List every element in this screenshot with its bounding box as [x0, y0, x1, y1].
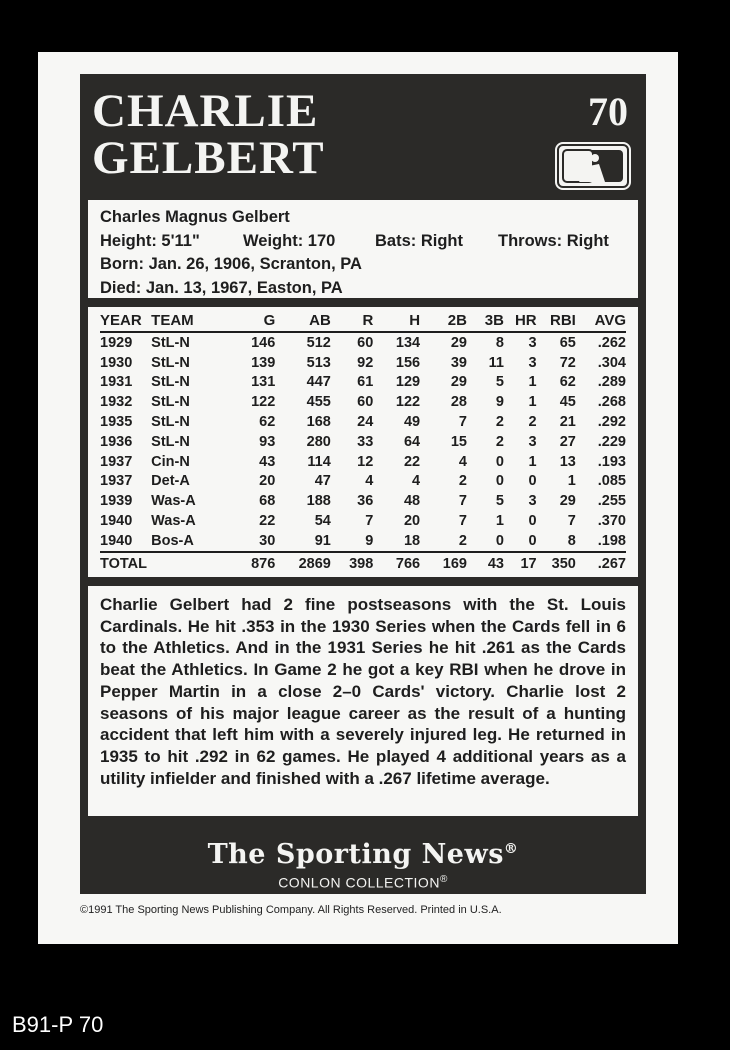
- stats-cell-h: 48: [403, 493, 421, 510]
- stats-cell-h: 156: [395, 354, 421, 371]
- stats-cell-ab: 513: [306, 354, 331, 371]
- stats-total-3b: 43: [467, 552, 504, 575]
- stats-cell-ab: 188: [306, 493, 331, 510]
- stats-cell-avg: .193: [597, 453, 626, 470]
- stats-total-h: 766: [373, 552, 420, 575]
- publisher-brand: [80, 834, 646, 893]
- stats-cell-ab: 447: [306, 374, 331, 391]
- stats-cell-2b: 29: [450, 334, 467, 351]
- stats-total-team: [151, 552, 214, 575]
- stats-cell-year: 1939: [100, 493, 133, 510]
- stats-cell-ab: 168: [306, 414, 331, 431]
- stats-header-h: H: [373, 309, 420, 332]
- stats-row: [100, 452, 626, 472]
- stats-cell-2b: 4: [458, 453, 467, 470]
- stats-cell-avg: .262: [597, 334, 626, 351]
- stats-cell-h: 129: [395, 374, 421, 391]
- stats-cell-g: 139: [251, 354, 276, 371]
- stats-cell-2b: 2: [458, 473, 467, 490]
- born: Born: Jan. 26, 1906, Scranton, PA: [100, 255, 362, 273]
- stats-cell-3b: 5: [495, 493, 504, 510]
- stats-cell-hr: 1: [528, 453, 537, 470]
- baseball-card-back: [38, 52, 678, 944]
- stats-cell-hr: 0: [528, 473, 537, 490]
- stats-total-year: TOTAL: [100, 552, 151, 575]
- stats-cell-team: StL-N: [151, 334, 190, 351]
- stats-cell-g: 20: [259, 473, 276, 490]
- stats-cell-team: StL-N: [151, 354, 190, 371]
- stats-cell-r: 4: [365, 473, 374, 490]
- stats-cell-r: 9: [365, 532, 374, 549]
- mlb-official-licensee-icon: [557, 144, 629, 188]
- stats-cell-r: 12: [357, 453, 374, 470]
- stats-cell-h: 64: [403, 433, 421, 450]
- stats-total-ab: 2869: [275, 552, 331, 575]
- stats-row: [100, 531, 626, 552]
- stats-cell-h: 134: [395, 334, 421, 351]
- stats-cell-year: 1929: [100, 334, 133, 351]
- stats-cell-3b: 5: [495, 374, 504, 391]
- stats-cell-team: Bos-A: [151, 532, 194, 549]
- stats-cell-rbi: 72: [559, 354, 576, 371]
- stats-cell-h: 4: [412, 473, 421, 490]
- stats-row: [100, 332, 626, 353]
- stats-cell-3b: 8: [495, 334, 504, 351]
- stats-cell-year: 1936: [100, 433, 133, 450]
- stats-row: [100, 472, 626, 492]
- stats-cell-r: 60: [357, 334, 374, 351]
- stats-cell-3b: 0: [495, 453, 504, 470]
- stats-cell-r: 36: [357, 493, 374, 510]
- stats-cell-avg: .292: [597, 414, 626, 431]
- stats-cell-ab: 91: [314, 532, 331, 549]
- card-panel: [80, 74, 646, 894]
- stats-cell-rbi: 13: [559, 453, 576, 470]
- stats-total-g: 876: [214, 552, 275, 575]
- stats-cell-team: StL-N: [151, 414, 190, 431]
- stats-cell-h: 18: [403, 532, 421, 549]
- stats-cell-hr: 0: [528, 513, 537, 530]
- stats-header-avg: AVG: [576, 309, 626, 332]
- stats-cell-r: 24: [357, 414, 374, 431]
- stats-cell-hr: 3: [528, 334, 537, 351]
- stats-total-rbi: 350: [537, 552, 576, 575]
- stats-row: [100, 511, 626, 531]
- stats-cell-team: Cin-N: [151, 453, 190, 470]
- bio-box: [88, 200, 638, 298]
- stats-cell-year: 1932: [100, 394, 133, 411]
- height: Height: 5'11": [100, 231, 200, 250]
- stats-cell-ab: 47: [314, 473, 331, 490]
- stats-cell-2b: 7: [458, 414, 467, 431]
- stats-cell-hr: 1: [528, 374, 537, 391]
- stats-cell-team: StL-N: [151, 394, 190, 411]
- stats-cell-h: 49: [403, 414, 421, 431]
- stats-cell-ab: 280: [306, 433, 331, 450]
- stats-cell-avg: .304: [597, 354, 626, 371]
- stats-cell-r: 60: [357, 394, 374, 411]
- stats-cell-rbi: 29: [559, 493, 576, 510]
- stats-row: [100, 412, 626, 432]
- stats-row: [100, 491, 626, 511]
- stats-cell-rbi: 7: [567, 513, 576, 530]
- stats-cell-team: Was-A: [151, 493, 196, 510]
- stats-cell-hr: 2: [528, 414, 537, 431]
- stats-cell-rbi: 21: [559, 414, 576, 431]
- registered-mark: ®: [503, 841, 519, 857]
- stats-cell-3b: 0: [495, 532, 504, 549]
- stats-cell-2b: 15: [450, 433, 467, 450]
- stats-cell-avg: .255: [597, 493, 626, 510]
- stats-total-avg: .267: [576, 552, 626, 575]
- copyright-line: ©1991 The Sporting News Publishing Company. All Rights Reserved. Printed in U.S.A.: [80, 904, 502, 916]
- stats-cell-year: 1937: [100, 453, 133, 470]
- stats-cell-2b: 7: [458, 513, 467, 530]
- stats-cell-team: StL-N: [151, 433, 190, 450]
- stats-cell-g: 43: [259, 453, 276, 470]
- stats-cell-avg: .370: [597, 513, 626, 530]
- weight: Weight: 170: [243, 231, 336, 250]
- stats-cell-ab: 114: [307, 453, 331, 470]
- stats-table: [100, 309, 626, 575]
- stats-cell-2b: 28: [450, 394, 467, 411]
- stats-cell-3b: 2: [495, 414, 504, 431]
- stats-cell-3b: 0: [495, 473, 504, 490]
- stats-cell-r: 7: [365, 513, 374, 530]
- stats-cell-2b: 2: [458, 532, 467, 549]
- stats-cell-year: 1937: [100, 473, 133, 490]
- publisher-name: The Sporting News: [207, 839, 504, 870]
- stats-cell-rbi: 8: [567, 532, 576, 549]
- stats-cell-g: 93: [259, 433, 276, 450]
- bats: Bats: Right: [375, 231, 463, 250]
- stats-header-3b: 3B: [467, 309, 504, 332]
- stats-cell-2b: 29: [450, 374, 467, 391]
- stats-header-hr: HR: [504, 309, 537, 332]
- stats-cell-3b: 11: [488, 354, 504, 371]
- stats-cell-r: 92: [357, 354, 374, 371]
- stats-cell-3b: 9: [495, 394, 504, 411]
- stats-box: [88, 307, 638, 577]
- stats-row: [100, 392, 626, 412]
- player-last-name: GELBERT: [92, 132, 325, 184]
- stats-cell-avg: .198: [597, 532, 626, 549]
- stats-row: [100, 373, 626, 393]
- stats-header-row: [100, 309, 626, 332]
- stats-cell-hr: 3: [528, 493, 537, 510]
- stats-header-g: G: [214, 309, 275, 332]
- stats-cell-rbi: 45: [559, 394, 576, 411]
- stats-cell-hr: 1: [528, 394, 537, 411]
- stats-header-ab: AB: [275, 309, 331, 332]
- stats-cell-g: 62: [259, 414, 276, 431]
- stats-header-team: TEAM: [151, 309, 214, 332]
- stats-cell-r: 33: [357, 433, 374, 450]
- stats-cell-year: 1935: [100, 414, 133, 431]
- stats-cell-avg: .289: [597, 374, 626, 391]
- stats-cell-team: Was-A: [151, 513, 196, 530]
- stats-header-year: YEAR: [100, 309, 151, 332]
- stats-cell-2b: 7: [458, 493, 467, 510]
- stats-header-rbi: RBI: [537, 309, 576, 332]
- stats-total-r: 398: [331, 552, 373, 575]
- collection-name: CONLON COLLECTION: [278, 874, 440, 891]
- stats-cell-year: 1930: [100, 354, 133, 371]
- scan-label: B91-P 70: [12, 1012, 104, 1037]
- throws: Throws: Right: [498, 231, 609, 250]
- card-number: 70: [588, 89, 628, 134]
- stats-cell-rbi: 62: [559, 374, 576, 391]
- stats-cell-year: 1931: [100, 374, 133, 391]
- stats-total-2b: 169: [420, 552, 467, 575]
- stats-cell-avg: .229: [597, 433, 626, 450]
- stats-total-row: [100, 552, 626, 575]
- stats-cell-avg: .085: [597, 473, 626, 490]
- stats-cell-h: 122: [395, 394, 421, 411]
- stats-cell-ab: 54: [314, 513, 331, 530]
- player-first-name: CHARLIE: [92, 85, 319, 137]
- stats-header-r: R: [331, 309, 373, 332]
- player-name: [92, 85, 325, 184]
- stats-cell-h: 20: [403, 513, 421, 530]
- stats-cell-g: 131: [251, 374, 276, 391]
- stats-cell-year: 1940: [100, 513, 133, 530]
- stats-row: [100, 353, 626, 373]
- stats-row: [100, 432, 626, 452]
- stats-cell-g: 22: [259, 513, 276, 530]
- stats-total-hr: 17: [504, 552, 537, 575]
- stats-cell-3b: 1: [495, 513, 504, 530]
- stats-header-2b: 2B: [420, 309, 467, 332]
- stats-cell-rbi: 1: [567, 473, 576, 490]
- stats-cell-team: Det-A: [151, 473, 190, 490]
- stats-cell-3b: 2: [495, 433, 504, 450]
- stats-cell-year: 1940: [100, 532, 133, 549]
- stats-cell-r: 61: [357, 374, 374, 391]
- stats-cell-g: 146: [251, 334, 276, 351]
- career-blurb: Charlie Gelbert had 2 fine postseasons with the St. Louis Cardinals. He hit .353 in the 1930 Series when the Cards fell in 6 to the Athletics. And in the 1931 Series he hit .261 as the Cards beat the Athletics. In Game 2 he got a key RBI when he drove in Pepper Martin in a close 2–0 Cards' victory. Charlie lost 2 seasons of his major league career as the result of a hunting accident that left him with a severely injured leg. He returned in 1935 to hit .292 in 62 games. He played 4 additional years as a utility infielder and finished with a .267 lifetime average.: [88, 586, 638, 816]
- collection-registered-mark: ®: [439, 874, 448, 885]
- stats-cell-team: StL-N: [151, 374, 190, 391]
- stats-cell-hr: 0: [528, 532, 537, 549]
- stats-cell-rbi: 65: [559, 334, 576, 351]
- stats-cell-hr: 3: [528, 433, 537, 450]
- stats-cell-2b: 39: [450, 354, 467, 371]
- stats-cell-g: 122: [251, 394, 276, 411]
- died: Died: Jan. 13, 1967, Easton, PA: [100, 278, 343, 297]
- full-name: Charles Magnus Gelbert: [100, 208, 290, 226]
- stats-cell-g: 68: [259, 493, 276, 510]
- stats-cell-h: 22: [403, 453, 421, 470]
- stats-cell-g: 30: [259, 532, 276, 549]
- stats-cell-ab: 512: [306, 334, 331, 351]
- stats-cell-ab: 455: [306, 394, 331, 411]
- stats-cell-avg: .268: [597, 394, 626, 411]
- stats-cell-hr: 3: [528, 354, 537, 371]
- stats-cell-rbi: 27: [559, 433, 576, 450]
